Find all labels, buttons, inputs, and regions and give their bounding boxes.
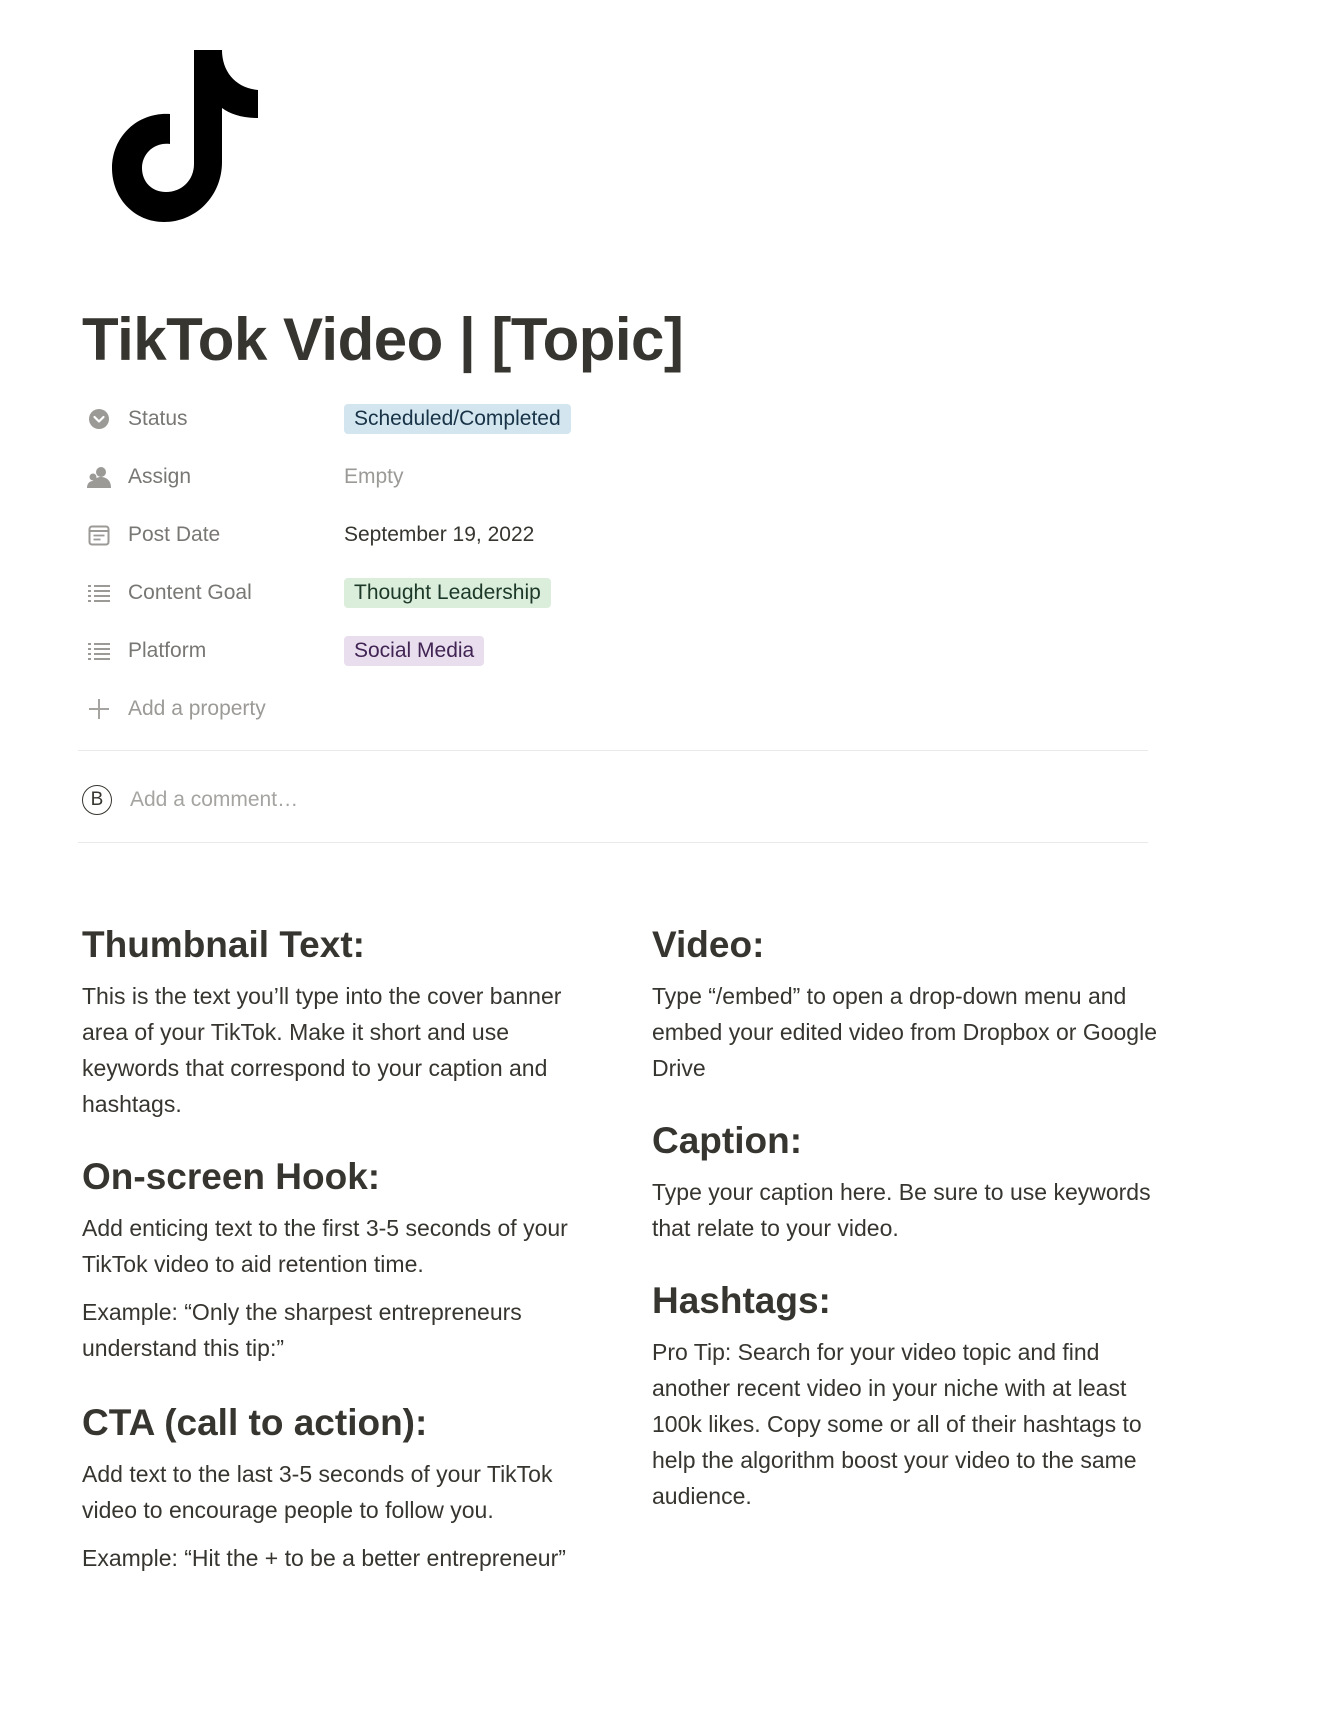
cta-text[interactable]: Add text to the last 3-5 seconds of your TikTok video to encourage people to follow you. — [82, 1461, 553, 1523]
property-label-text: Content Goal — [128, 581, 252, 604]
property-label — [82, 506, 332, 564]
hashtags-heading[interactable]: Hashtags: — [652, 1280, 831, 1321]
property-value[interactable]: September 19, 2022 — [344, 523, 535, 546]
divider — [78, 750, 1148, 751]
property-label-text: Status — [128, 407, 188, 430]
property-value[interactable] — [344, 390, 571, 448]
property-label-text: Assign — [128, 465, 192, 488]
avatar: B — [82, 785, 112, 815]
comment-input[interactable] — [130, 788, 730, 812]
cta-example[interactable]: Example: “Hit the + to be a better entrepreneur” — [82, 1545, 566, 1571]
add-property-label: Add a property — [128, 697, 266, 720]
left-column — [82, 920, 602, 1576]
comment-row — [82, 780, 730, 820]
cta-heading[interactable]: CTA (call to action): — [82, 1402, 428, 1443]
property-platform[interactable] — [82, 622, 1152, 680]
property-value[interactable] — [344, 622, 484, 680]
property-label — [82, 564, 332, 622]
thumbnail-text[interactable]: This is the text you’ll type into the cover banner area of your TikTok. Make it short and use keywords that correspond to your caption and hashtags. — [82, 983, 562, 1117]
hashtags-text[interactable]: Pro Tip: Search for your video topic and find another recent video in your niche with at least 100k likes. Copy some or all of their hashtags to help the algorithm boost your video to the same audience. — [652, 1339, 1142, 1509]
status-icon — [86, 406, 112, 432]
divider — [78, 842, 1148, 843]
content-goal-tag[interactable]: Thought Leadership — [344, 578, 551, 608]
platform-tag[interactable]: Social Media — [344, 636, 484, 666]
property-value[interactable] — [344, 564, 551, 622]
properties-panel — [82, 390, 1152, 738]
caption-heading[interactable]: Caption: — [652, 1120, 803, 1161]
property-label-text: Post Date — [128, 523, 221, 546]
property-label — [82, 448, 332, 506]
hook-example[interactable]: Example: “Only the sharpest entrepreneurs understand this tip:” — [82, 1299, 522, 1361]
thumbnail-heading[interactable]: Thumbnail Text: — [82, 924, 365, 965]
add-property-button[interactable] — [82, 680, 1152, 738]
property-label — [82, 390, 332, 448]
tiktok-logo-icon[interactable] — [112, 50, 262, 222]
right-column — [652, 920, 1172, 1514]
person-icon — [86, 464, 112, 490]
video-heading[interactable]: Video: — [652, 924, 765, 965]
page-title[interactable]: TikTok Video | [Topic] — [82, 306, 684, 373]
hook-heading[interactable]: On-screen Hook: — [82, 1156, 381, 1197]
caption-text[interactable]: Type your caption here. Be sure to use keywords that relate to your video. — [652, 1179, 1151, 1241]
status-tag[interactable]: Scheduled/Completed — [344, 404, 571, 434]
hook-text[interactable]: Add enticing text to the first 3-5 seconds of your TikTok video to aid retention time. — [82, 1215, 568, 1277]
plus-icon — [86, 696, 112, 722]
video-text[interactable]: Type “/embed” to open a drop-down menu and embed your edited video from Dropbox or Google Drive — [652, 983, 1158, 1081]
property-status[interactable] — [82, 390, 1152, 448]
list-icon — [86, 638, 112, 664]
list-icon — [86, 580, 112, 606]
property-value[interactable]: Empty — [344, 465, 404, 488]
property-content-goal[interactable] — [82, 564, 1152, 622]
property-assign[interactable] — [82, 448, 1152, 506]
property-label — [82, 622, 332, 680]
calendar-icon — [86, 522, 112, 548]
property-label-text: Platform — [128, 639, 207, 662]
property-post-date[interactable] — [82, 506, 1152, 564]
